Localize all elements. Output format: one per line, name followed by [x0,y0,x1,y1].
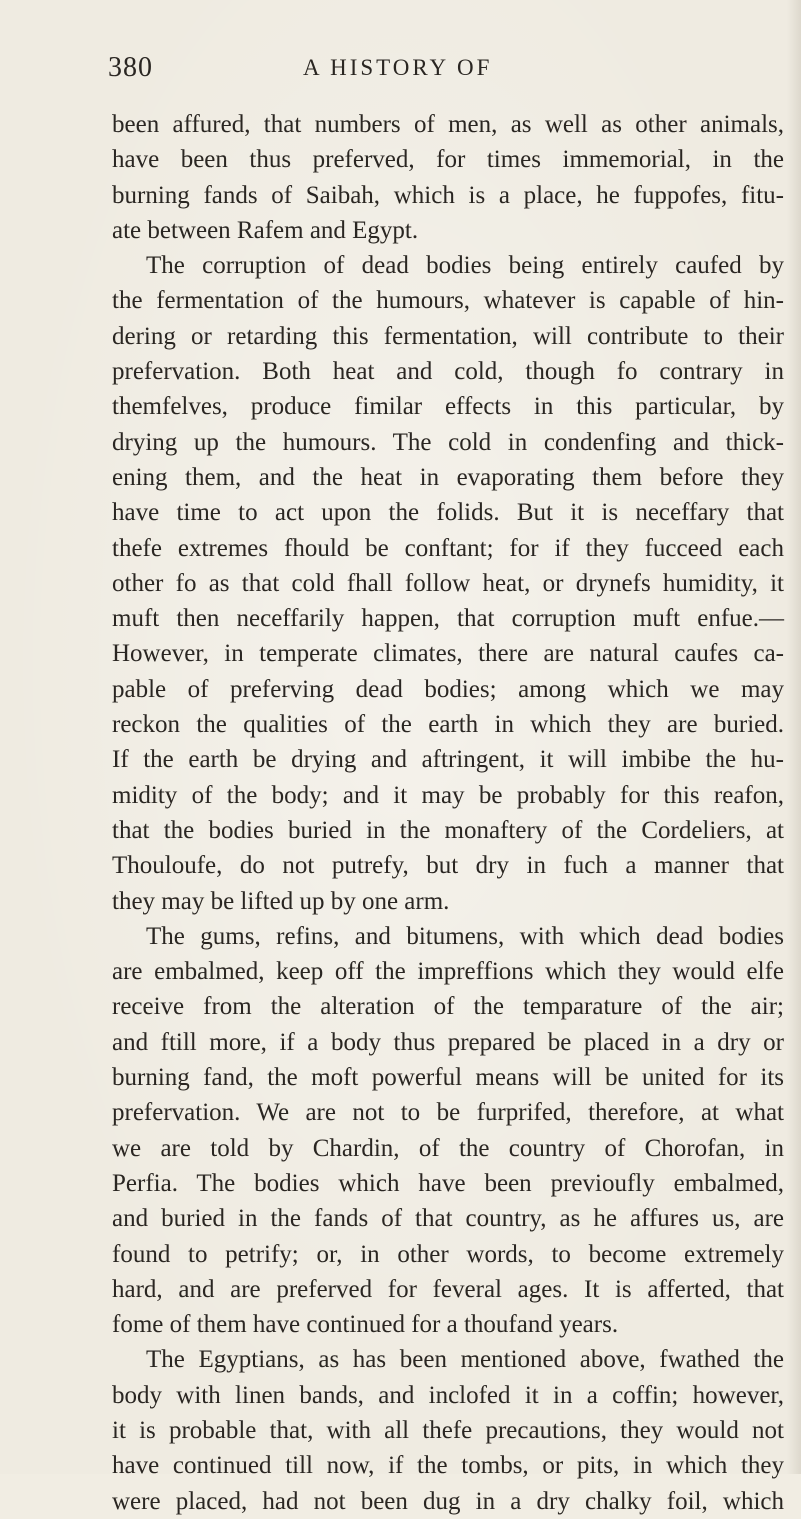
text-line: receive from the alteration of the temparature of the air; [112,993,784,1021]
text-line: ate between Rafem and Egypt. [112,216,419,244]
text-line: body with linen bands, and inclofed it in a coffin; however, [112,1381,784,1409]
page-number: 380 [108,52,153,83]
text-line: If the earth be drying and aftringent, it will imbibe the hu- [112,746,784,774]
text-line: drying up the humours. The cold in condenfing and thick- [112,428,784,456]
text-line: The gums, refins, and bitumens, with which dead bodies [146,922,784,950]
text-line: that the bodies buried in the monaftery of the Cordeliers, at [112,816,784,844]
text-line: burning fand, the moft powerful means will be united for its [112,1064,784,1092]
text-line: the fermentation of the humours, whatever is capable of hin- [112,287,784,315]
text-line: thefe extremes fhould be conftant; for if they fucceed each [112,534,784,562]
text-line: been affured, that numbers of men, as well as other animals, [112,111,784,138]
text-line: muft then neceffarily happen, that corruption muft enfue.— [112,605,784,633]
text-line: prefervation. Both heat and cold, though fo contrary in [112,358,784,386]
text-line: However, in temperate climates, there are natural caufes ca- [112,640,784,668]
text-line: found to petrify; or, in other words, to become extremely [112,1240,784,1268]
text-line: were placed, had not been dug in a dry chalky foil, which [112,1487,784,1515]
text-line: fome of them have continued for a thoufand years. [112,1311,619,1339]
text-line: The corruption of dead bodies being entirely caufed by [146,252,784,280]
text-line: other fo as that cold fhall follow heat, or drynefs humidity, it [112,569,784,597]
text-line: they may be lifted up by one arm. [112,887,450,915]
text-line: hard, and are preferved for feveral ages. It is afferted, that [112,1275,784,1303]
text-line: prefervation. We are not to be furprifed, therefore, at what [112,1099,784,1127]
body-text [112,107,784,1519]
text-line: reckon the qualities of the earth in which they are buried. [112,711,784,739]
text-line: are embalmed, keep off the impreffions which they would elfe [112,958,784,986]
text-line: The Egyptians, as has been mentioned above, fwathed the [146,1346,784,1374]
text-line: pable of preferving dead bodies; among which we may [112,675,784,703]
text-line: and buried in the fands of that country, as he affures us, are [112,1205,784,1233]
text-line: ening them, and the heat in evaporating them before they [112,463,784,491]
text-line: burning fands of Saibah, which is a place, he fuppofes, fitu- [112,181,784,209]
text-line: have continued till now, if the tombs, or pits, in which they [112,1452,784,1480]
text-line: have time to act upon the folids. But it is neceffary that [112,499,784,527]
text-line: dering or retarding this fermentation, will contribute to their [112,322,784,350]
text-line: midity of the body; and it may be probably for this reafon, [112,781,784,809]
text-line: have been thus preferved, for times immemorial, in the [112,146,784,174]
text-line: Thouloufe, do not putrefy, but dry in fuch a manner that [112,852,784,880]
text-line: we are told by Chardin, of the country of Chorofan, in [112,1134,784,1162]
text-line: and ftill more, if a body thus prepared be placed in a dry or [112,1028,784,1056]
running-head [108,52,748,92]
running-title: A HISTORY OF [303,55,493,80]
text-line: it is probable that, with all thefe precautions, they would not [112,1416,784,1444]
text-line: Perfia. The bodies which have been previoufly embalmed, [112,1169,784,1197]
text-line: themfelves, produce fimilar effects in this particular, by [112,393,784,421]
page-edge-shadow [787,0,801,1474]
